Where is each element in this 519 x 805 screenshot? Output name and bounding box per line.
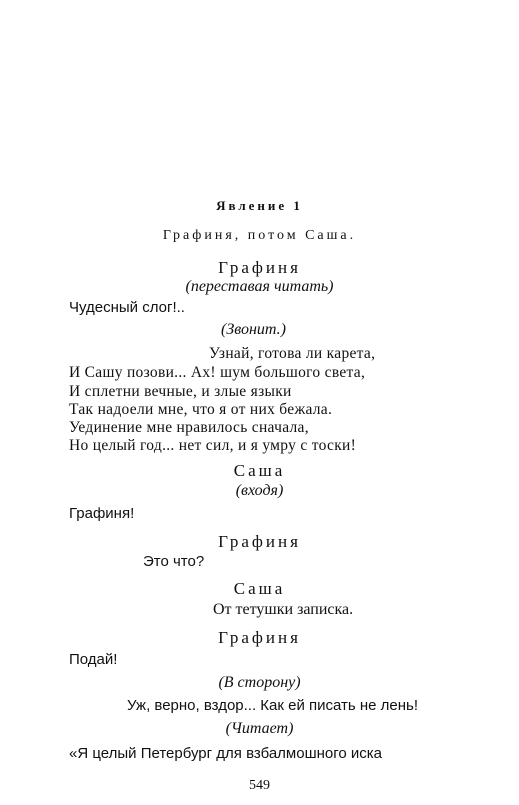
scene-characters: Графиня, потом Саша. [162,228,357,243]
dialogue-line: «Я целый Петербург для взбалмошного иска [69,745,383,762]
verse-line: Но целый год... нет сил, и я умру с тоски! [69,437,357,454]
speaker-name: Графиня [218,258,301,277]
dialogue-line: От тетушки записка. [213,601,354,618]
speaker-name: Саша [233,461,286,480]
stage-direction: (Звонит.) [221,321,286,338]
dialogue-line: Графиня! [69,505,135,522]
dialogue-line: Подай! [69,651,118,668]
speaker-name: Графиня [218,628,301,647]
stage-direction: (В сторону) [218,674,301,691]
speaker-name: Графиня [218,532,301,551]
page-number: 549 [249,778,270,793]
dialogue-line: Это что? [143,553,205,570]
verse-line: И Сашу позови... Ах! шум большого света, [69,364,366,381]
stage-direction: (переставая читать) [185,278,334,295]
dialogue-line: Уж, верно, вздор... Как ей писать не лень! [127,697,419,714]
dialogue-line: Чудесный слог!.. [69,299,185,316]
scene-heading: Явление 1 [216,198,303,213]
stage-direction: (Читает) [225,720,294,737]
verse-line: Так надоели мне, что я от них бежала. [69,401,333,418]
speaker-name: Саша [233,579,286,598]
verse-line: Узнай, готова ли карета, [209,345,376,362]
verse-line: Уединение мне нравилось сначала, [69,419,309,436]
stage-direction: (входя) [235,482,284,499]
verse-line: И сплетни вечные, и злые языки [69,383,292,400]
